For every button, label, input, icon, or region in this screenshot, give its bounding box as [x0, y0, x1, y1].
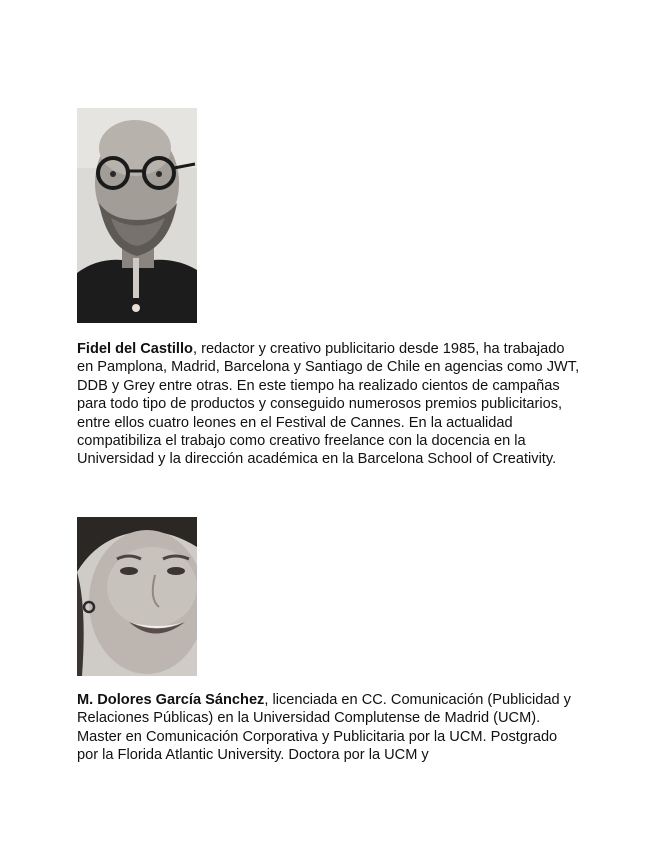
bio-paragraph-fidel-del-castillo: [77, 340, 582, 469]
portrait-photo-m-dolores-garcia-sanchez: [77, 517, 197, 676]
bio-text: , redactor y creativo publicitario desde 1985, ha trabajado en Pamplona, Madrid, Barcelona y Santiago de Chile en agencias como JWT, DDB y Grey entre otras. En este tiempo ha realizado cientos de campañas para todo tipo de productos y conseguido numerosos premios publicitarios, entre ellos cuatro leones en el Festival de Cannes. En la actualidad compatibiliza el trabajo como creativo freelance con la docencia en la Universidad y la dirección académica en la Barcelona School of Creativity.: [77, 341, 580, 468]
bio-text: , licenciada en CC. Comunicación (Publicidad y Relaciones Públicas) en la Universidad Complutense de Madrid (UCM). Master en Comunicación Corporativa y Publicitaria por la UCM. Postgrado por la Florida Atlantic University. Doctora por la UCM y: [77, 692, 571, 764]
portrait-photo-fidel-del-castillo: [77, 108, 197, 323]
bio-name: M. Dolores García Sánchez: [77, 692, 265, 708]
bio-paragraph-m-dolores-garcia-sanchez: [77, 691, 582, 765]
bio-name: Fidel del Castillo: [77, 341, 193, 357]
